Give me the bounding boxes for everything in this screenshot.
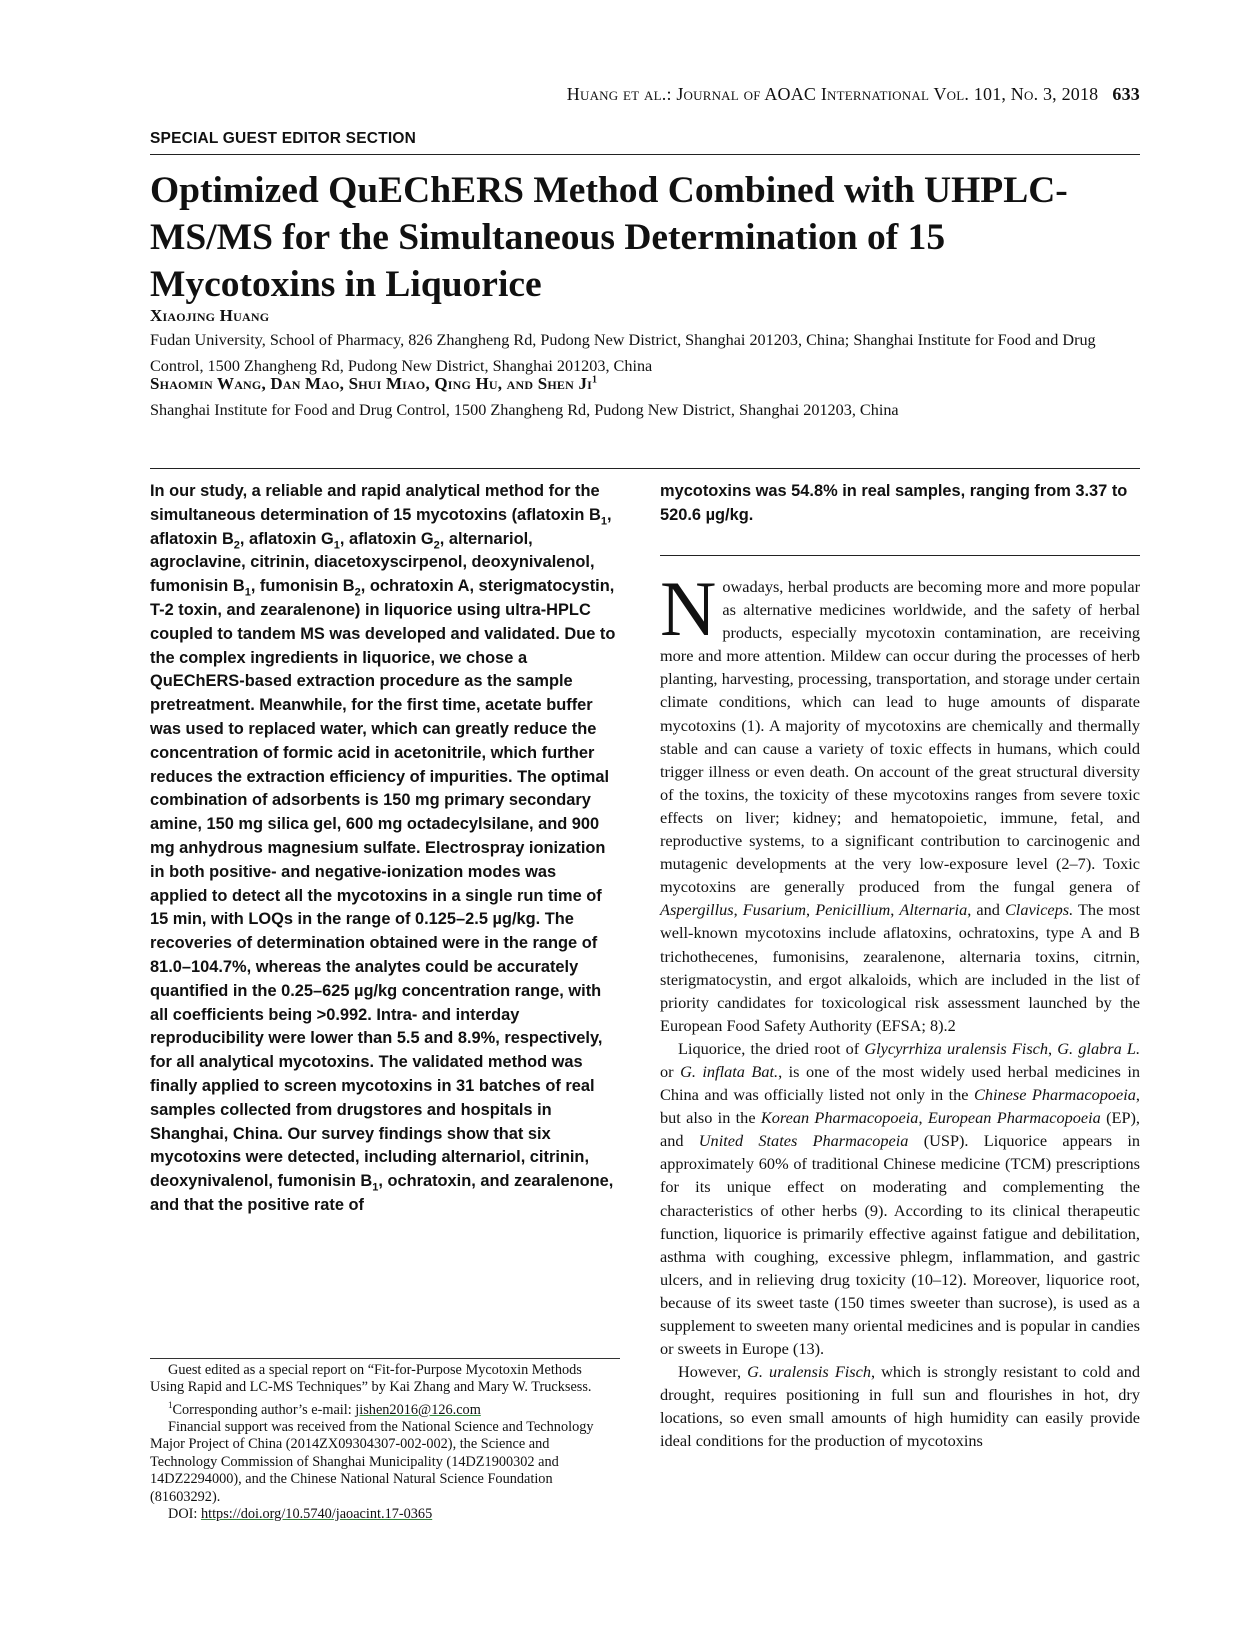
author-names: Shaomin Wang, Dan Mao, Shui Miao, Qing Hu, and Shen Ji — [150, 374, 593, 393]
body-paragraph-3: However, G. uralensis Fisch, which is strongly resistant to cold and drought, requires positioning in full sun and flourishes in hot, dry locations, so even small amounts of high humidity can easily provide ideal conditions for the production of mycotoxins — [660, 1362, 1140, 1451]
affiliation-first: Fudan University, School of Pharmacy, 826 Zhangheng Rd, Pudong New District, Shanghai 201203, China; Shanghai Institute for Food and Drug Control, 1500 Zhangheng Rd, Pudong New District, Shanghai 201203, China — [150, 331, 1096, 375]
abstract-continuation: mycotoxins was 54.8% in real samples, ranging from 3.37 to 520.6 µg/kg. — [660, 482, 1128, 524]
footnote-funding: Financial support was received from the National Science and Technology Major Project of China (2014ZX09304307-002-002), the Science and Technology Commission of Shanghai Municipality (14DZ1900302 and 14DZ2294000), and the Chinese National Natural Science Foundation (81603292). — [150, 1418, 594, 1505]
doi-link[interactable]: https://doi.org/10.5740/jaoacint.17-0365 — [200, 1506, 433, 1523]
running-title: Huang et al.: Journal of AOAC International Vol. 101, No. 3, 2018 — [566, 84, 1099, 104]
drop-cap: N — [660, 565, 717, 652]
author-first: Xiaojing Huang — [150, 306, 270, 325]
author-list — [150, 374, 597, 394]
abstract-rule — [150, 468, 1140, 469]
footnote-doi: DOI: https://doi.org/10.5740/jaoacint.17-0365 — [168, 1506, 433, 1523]
running-header — [150, 84, 1140, 105]
header-rule — [150, 154, 1140, 155]
article-title: Optimized QuEChERS Method Combined with UHPLC-MS/MS for the Simultaneous Determination of 15 Mycotoxins in Liquorice — [150, 170, 1068, 305]
abstract-end-rule — [660, 555, 1140, 556]
footnote-rule — [150, 1358, 620, 1359]
affiliation-second: Shanghai Institute for Food and Drug Control, 1500 Zhangheng Rd, Pudong New District, Shanghai 201203, China — [150, 401, 899, 419]
footnotes — [150, 1362, 618, 1523]
footnote-corresponding: $^1$Corresponding author’s e-mail: jishen2016@126.com — [168, 1399, 481, 1418]
page-number: 633 — [1112, 84, 1140, 104]
body-paragraph-2: Liquorice, the dried root of Glycyrrhiza uralensis Fisch, G. glabra L. or G. inflata Bat., is one of the most widely used herbal medicines in China and was officially listed not only in the Chinese Pharmacopoeia, but also in the Korean Pharmacopoeia, European Pharmacopoeia (EP), and United States Pharmacopeia (USP). Liquorice appears in approximately 60% of traditional Chinese medicine (TCM) prescriptions for its unique effect on moderating and complementing the characteristics of other herbs (9). According to its clinical therapeutic function, liquorice is primarily effective against fatigue and debilitation, asthma with coughing, excessive phlegm, inflammation, and gastric ulcers, and in relieving drug toxicity (10–12). Moreover, liquorice root, because of its sweet taste (150 times sweeter than sucrose), is used as a supplement to sweeten many oriental medicines and is popular in candies or sweets in Europe (13). — [660, 1038, 1141, 1359]
corresponding-marker: 1 — [592, 374, 598, 386]
footnote-guest-edit: Guest edited as a special report on “Fit-for-Purpose Mycotoxin Methods Using Rapid and LC-MS Techniques” by Kai Zhang and Mary W. Trucksess. — [150, 1362, 592, 1396]
body-paragraph-1: Nowadays, herbal products are becoming more and more popular as alternative medicines worldwide, and the safety of herbal products, especially mycotoxin contamination, are receiving more and more attention. Mildew can occur during the processes of herb planting, harvesting, processing, transportation, and storage under certain climate conditions, which can lead to huge amounts of disparate mycotoxins (1). A majority of mycotoxins are chemically and thermally stable and can cause a variety of toxic effects in humans, which could trigger illness or even death. On account of the great structural diversity of the toxins, the toxicity of these mycotoxins ranges from severe toxic effects on liver; kidney; and hematopoietic, immune, fetal, and reproductive systems, to a significant contribution to carcinogenic and mutagenic developments at the very low-exposure level (2–7). Toxic mycotoxins are generally produced from the fungal genera of Aspergillus, Fusarium, Penicillium, Alternaria, and Claviceps. The most well-known mycotoxins include aflatoxins, ochratoxins, type A and B trichothecenes, fumonisins, zearalenone, alternaria toxins, citrnin, sterigmatocystin, and ergot alkaloids, which are included in the list of priority candidates for toxicological risk assessment launched by the European Food Safety Authority (EFSA; 8).2 — [660, 565, 1141, 1035]
section-label: SPECIAL GUEST EDITOR SECTION — [150, 130, 416, 147]
email-link[interactable]: jishen2016@126.com — [355, 1401, 481, 1418]
abstract: In our study, a reliable and rapid analytical method for the simultaneous determination of 15 mycotoxins (aflatoxin $B_1$, aflatoxin $B_2$, aflatoxin $G_1$, aflatoxin $G_2$, alternariol, agroclavine, citrinin, diacetoxyscirpenol, deoxynivalenol, fumonisin $B_1$, fumonisin $B_2$, ochratoxin A, sterigmatocystin, T-2 toxin, and zearalenone) in liquorice using ultra-HPLC coupled to tandem MS was developed and validated. Due to the complex ingredients in liquorice, we chose a QuEChERS-based extraction procedure as the sample pretreatment. Meanwhile, for the first time, acetate buffer was used to replaced water, which can greatly reduce the concentration of formic acid in acetonitrile, which further reduces the extraction efficiency of impurities. The optimal combination of adsorbents is 150 mg primary secondary amine, 150 mg silica gel, 600 mg octadecylsilane, and 900 mg anhydrous magnesium sulfate. Electrospray ionization in both positive- and negative-ionization modes was applied to detect all the mycotoxins in a single run time of 15 min, with LOQs in the range of 0.125–2.5 µg/kg. The recoveries of determination obtained were in the range of 81.0–104.7%, whereas the analytes could be accurately quantified in the 0.25–625 µg/kg concentration range, with all coefficients being >0.992. Intra- and interday reproducibility were lower than 5.5 and 8.9%, respectively, for all analytical mycotoxins. The validated method was finally applied to screen mycotoxins in 31 batches of real samples collected from drugstores and hospitals in Shanghai, China. Our survey findings show that six mycotoxins were detected, including alternariol, citrinin, deoxynivalenol, fumonisin $B_1$, ochratoxin, and zearalenone, and that the positive rate of — [150, 482, 616, 1214]
body-text — [660, 565, 1141, 1453]
